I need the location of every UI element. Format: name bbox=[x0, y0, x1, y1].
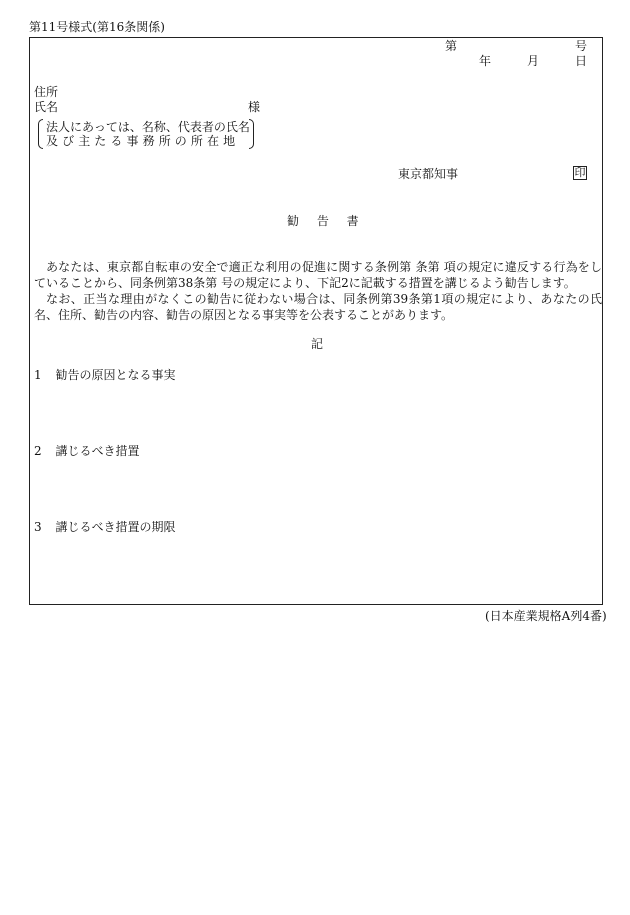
document-title: 勧 告 書 bbox=[287, 214, 359, 228]
body-paragraph-2: なお、正当な理由がなくこの勧告に従わない場合は、同条例第39条第1項の規定により、あなたの氏名、住所、勧告の内容、勧告の原因となる事実等を公表することがあります。 bbox=[34, 292, 602, 322]
corporate-note-line1: 法人にあっては、名称、代表者の氏名 bbox=[46, 120, 250, 134]
notes-heading: 記 bbox=[311, 337, 324, 351]
date-day: 日 bbox=[575, 54, 588, 68]
left-bracket bbox=[38, 119, 43, 149]
item-3: 3 講じるべき措置の期限 bbox=[34, 520, 176, 534]
date-year: 年 bbox=[479, 54, 492, 68]
name-label: 氏名 bbox=[34, 100, 59, 114]
honorific: 様 bbox=[248, 100, 261, 114]
address-label: 住所 bbox=[34, 85, 59, 99]
seal-mark: 印 bbox=[574, 166, 586, 179]
right-bracket bbox=[249, 119, 254, 149]
document-number-suffix: 号 bbox=[575, 39, 588, 53]
issuer-title: 東京都知事 bbox=[398, 167, 459, 181]
item-2: 2 講じるべき措置 bbox=[34, 444, 140, 458]
item-1: 1 勧告の原因となる事実 bbox=[34, 368, 176, 382]
document-number-prefix: 第 bbox=[445, 39, 458, 53]
corporate-note-line2: 及び主たる事務所の所在地 bbox=[46, 134, 240, 148]
body-paragraph-1: あなたは、東京都自転車の安全で適正な利用の促進に関する条例第 条第 項の規定に違反する行為をしていることから、同条例第38条第 号の規定により、下記2に記載する措置を講じるよう勧告します。 bbox=[34, 260, 602, 290]
form-number: 第11号様式(第16条関係) bbox=[29, 20, 165, 34]
date-month: 月 bbox=[527, 54, 540, 68]
corporate-note bbox=[38, 119, 254, 149]
paper-size-note: (日本産業規格A列4番) bbox=[485, 609, 607, 623]
